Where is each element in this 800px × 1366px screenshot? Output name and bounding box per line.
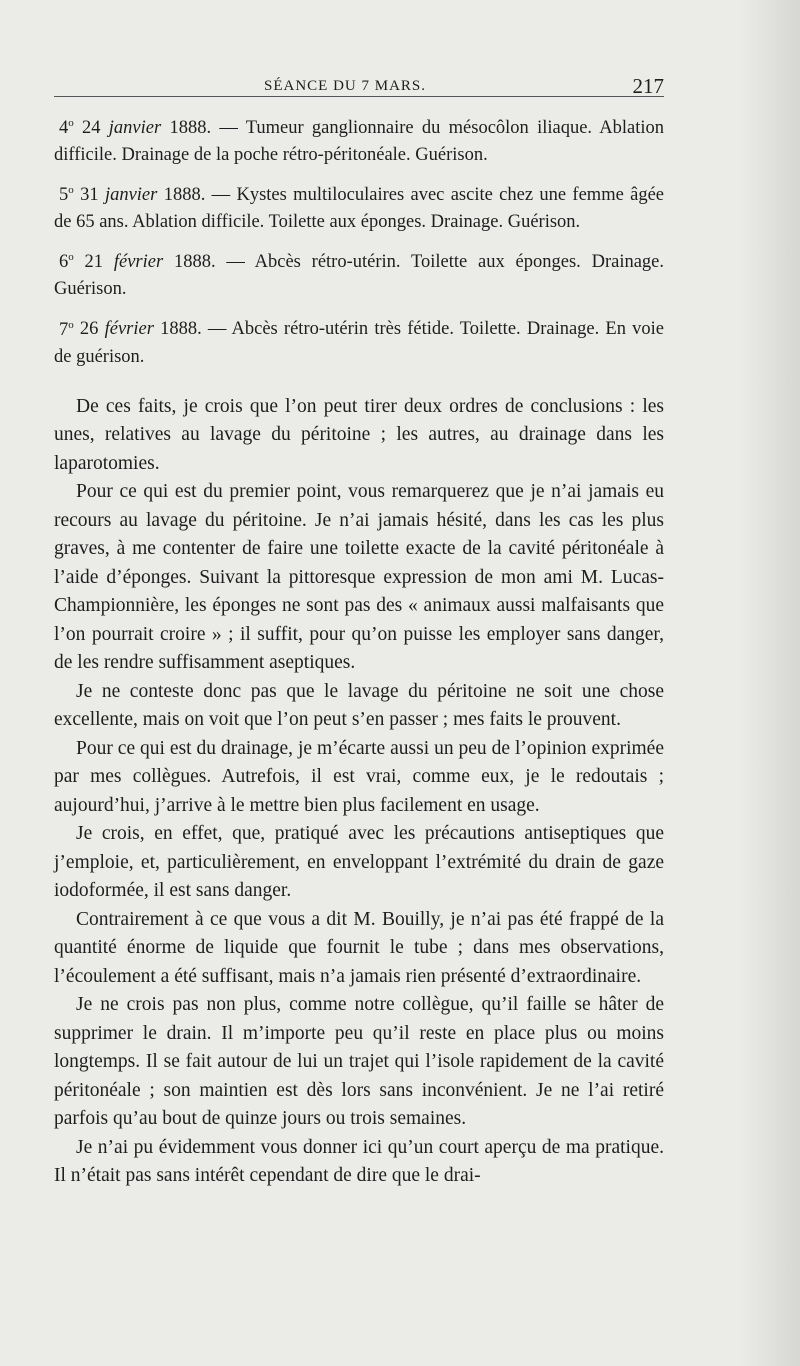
page-number: 217 — [632, 74, 664, 98]
case-year: 1888. — [169, 118, 212, 139]
case-number: 7$^o$ — [59, 318, 74, 340]
page-edge-shadow — [740, 0, 800, 1366]
body-text — [54, 393, 664, 1191]
case-day: 31 — [80, 185, 99, 206]
case-entry — [54, 110, 664, 169]
case-month: janvier — [108, 118, 162, 139]
case-year: 1888. — [160, 319, 202, 340]
running-title: SÉANCE DU 7 MARS. — [264, 78, 427, 94]
case-month: février — [113, 252, 164, 273]
case-month: janvier — [104, 185, 158, 206]
running-header — [54, 62, 664, 97]
case-entry — [54, 311, 664, 370]
case-text: — Abcès rétro-utérin. Toilette aux éponges. Drainage. Guérison. — [54, 252, 664, 300]
case-entry — [54, 244, 664, 303]
book-page — [54, 62, 664, 1191]
case-text: — Tumeur ganglionnaire du mésocôlon iliaque. Ablation difficile. Drainage de la poche rétro-péritonéale. Guérison. — [54, 118, 665, 166]
paragraph: Je ne crois pas non plus, comme notre collègue, qu’il faille se hâter de supprimer le drain. Il m’importe peu qu’il reste en place plus ou moins longtemps. Il se fait autour de lui un trajet qui l’isole rapidement de la cavité péritonéale ; son maintien est dès lors sans inconvénient. Je ne l’ai retiré parfois qu’au bout de quinze jours ou trois semaines. — [54, 994, 664, 1130]
case-text: — Abcès rétro-utérin très fétide. Toilette. Drainage. En voie de guérison. — [54, 319, 664, 367]
paragraph: De ces faits, je crois que l’on peut tirer deux ordres de conclusions : les unes, relatives au lavage du péritoine ; les autres, au drainage dans les laparotomies. — [54, 395, 664, 474]
case-text: — Kystes multiloculaires avec ascite chez une femme âgée de 65 ans. Ablation difficile. Toilette aux éponges. Drainage. Guérison. — [54, 185, 665, 233]
case-number: 5$^o$ — [59, 184, 74, 206]
paragraph: Je crois, en effet, que, pratiqué avec les précautions antiseptiques que j’emploie, et, particulièrement, en enveloppant l’extrémité du drain de gaze iodoformée, il est sans danger. — [54, 823, 664, 902]
case-entry — [54, 177, 664, 236]
case-number: 4$^o$ — [59, 117, 74, 139]
case-year: 1888. — [163, 185, 206, 206]
paragraph: Je n’ai pu évidemment vous donner ici qu’un court aperçu de ma pratique. Il n’était pas sans intérêt cependant de dire que le drai- — [54, 1136, 664, 1187]
paragraph: Pour ce qui est du drainage, je m’écarte aussi un peu de l’opinion exprimée par mes collègues. Autrefois, il est vrai, comme eux, je le redoutais ; aujourd’hui, j’arrive à le mettre bien plus facilement en usage. — [54, 737, 664, 816]
case-list — [54, 110, 664, 371]
paragraph: Je ne conteste donc pas que le lavage du péritoine ne soit une chose excellente, mais on voit que l’on peut s’en passer ; mes faits le prouvent. — [54, 680, 664, 731]
case-month: février — [104, 319, 154, 340]
case-day: 21 — [84, 252, 104, 273]
case-day: 24 — [82, 118, 101, 139]
case-number: 6$^o$ — [59, 251, 74, 273]
paragraph: Pour ce qui est du premier point, vous remarquerez que je n’ai jamais eu recours au lavage du péritoine. Je n’ai jamais hésité, dans les cas les plus graves, à me contenter de faire une toilette exacte de la cavité péritonéale à l’aide d’éponges. Suivant la pittoresque expression de mon ami M. Lucas-Championnière, les éponges ne sont pas des « animaux aussi malfaisants que l’on pourrait croire » ; il suffit, pour qu’on puisse les employer sans danger, de les rendre suffisamment aseptiques. — [54, 481, 664, 674]
case-year: 1888. — [173, 252, 216, 273]
case-day: 26 — [79, 319, 99, 340]
paragraph: Contrairement à ce que vous a dit M. Bouilly, je n’ai pas été frappé de la quantité énorme de liquide que fournit le tube ; dans mes observations, l’écoulement a été suffisant, mais n’a jamais rien présenté d’extraordinaire. — [54, 908, 664, 987]
